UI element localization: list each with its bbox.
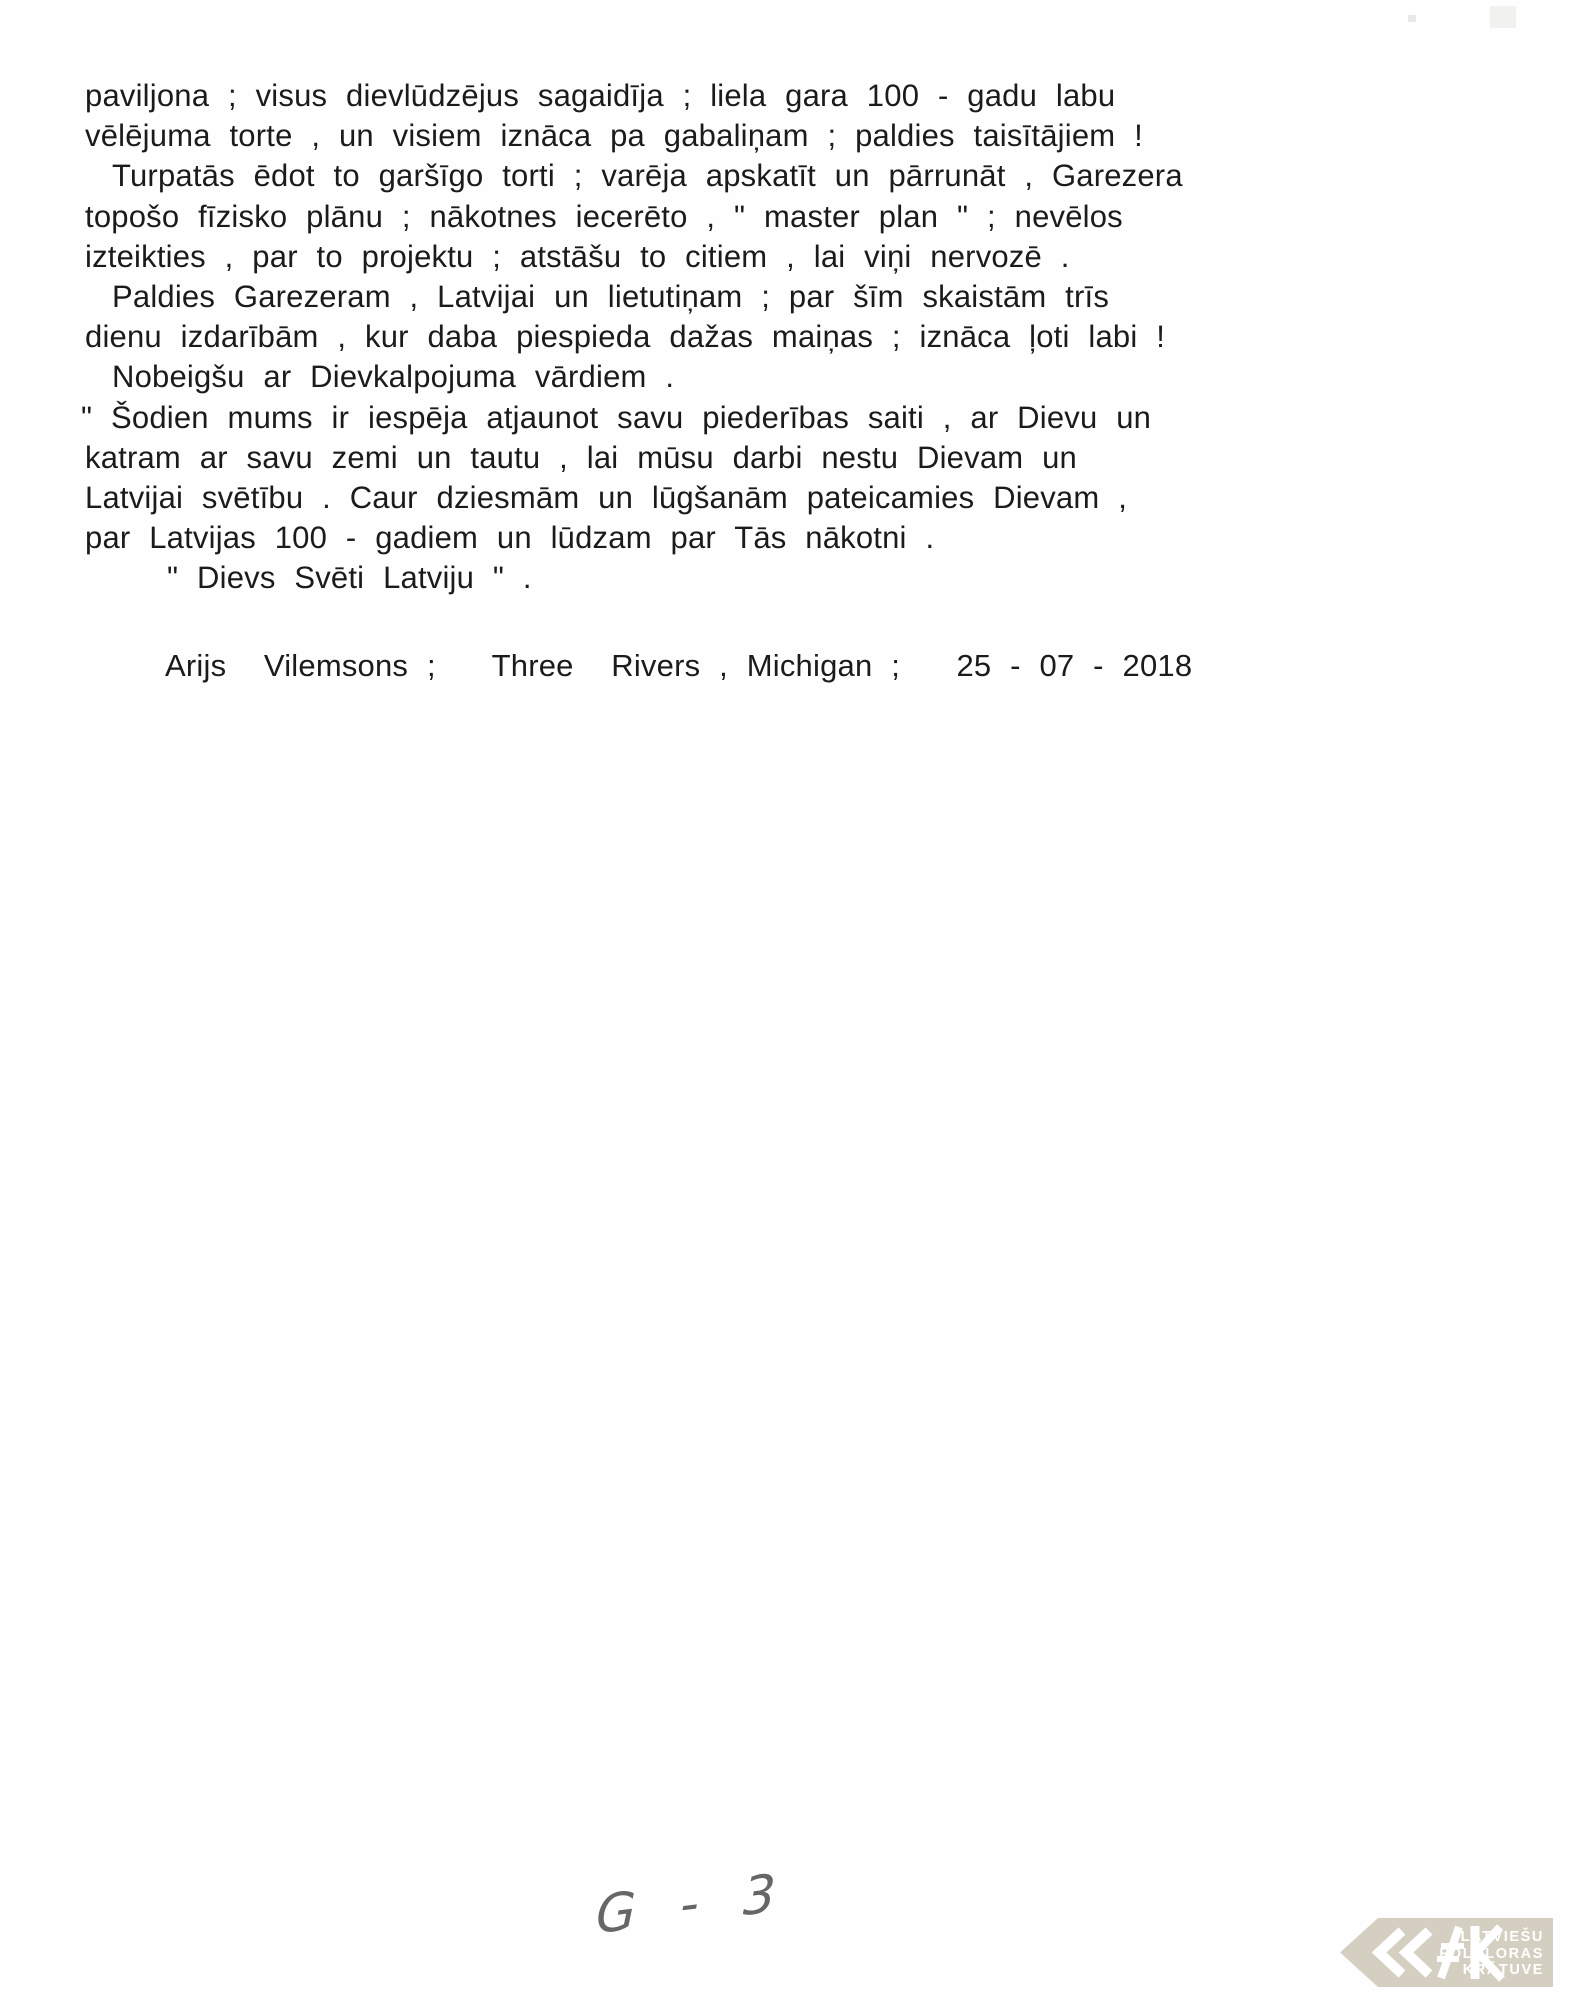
text-line: izteikties , par to projektu ; atstāšu to citiem , lai viņi nervozē .: [85, 238, 1070, 274]
text-line: " Dievs Svēti Latviju " .: [167, 560, 532, 596]
archive-name-line: KRĀTUVE: [1462, 1962, 1544, 1978]
text-line: vēlējuma torte , un visiem iznāca pa gabaliņam ; paldies taisītājiem !: [85, 118, 1143, 154]
document-body: [81, 76, 1183, 599]
text-line: " Šodien mums ir iespēja atjaunot savu piederības saiti , ar Dievu un: [81, 399, 1152, 435]
handwritten-page-number: G - 3: [595, 1861, 791, 1947]
archive-name-line: LATVIEŠU: [1460, 1929, 1544, 1945]
text-line: Nobeigšu ar Dievkalpojuma vārdiem .: [112, 359, 675, 395]
text-line: Latvijai svētību . Caur dziesmām un lūgšanām pateicamies Dievam ,: [85, 480, 1128, 516]
archive-name-line: FOLKLORAS: [1439, 1945, 1544, 1962]
text-line: topošo fīzisko plānu ; nākotnes iecerēto , " master plan " ; nevēlos: [85, 198, 1123, 234]
text-line: katram ar savu zemi un tautu , lai mūsu darbi nestu Dievam un: [85, 439, 1077, 475]
signature-line: Arijs Vilemsons ; Three Rivers , Michigan ; 25 - 07 - 2018: [165, 648, 1193, 683]
text-line: Paldies Garezeram , Latvijai un lietutiņam ; par šīm skaistām trīs: [112, 279, 1110, 315]
scan-artifact: [1490, 6, 1516, 28]
text-line: paviljona ; visus dievlūdzējus sagaidīja ; liela gara 100 - gadu labu: [85, 78, 1116, 113]
text-line: par Latvijas 100 - gadiem un lūdzam par Tās nākotni .: [85, 520, 935, 556]
text-line: Turpatās ēdot to garšīgo torti ; varēja apskatīt un pārrunāt , Garezera: [112, 158, 1183, 194]
text-line: dienu izdarībām , kur daba piespieda dažas maiņas ; iznāca ļoti labi !: [85, 319, 1166, 355]
archive-name: [1439, 1929, 1544, 1979]
archive-watermark: [1340, 1918, 1553, 1987]
scan-speck: [1408, 15, 1416, 22]
